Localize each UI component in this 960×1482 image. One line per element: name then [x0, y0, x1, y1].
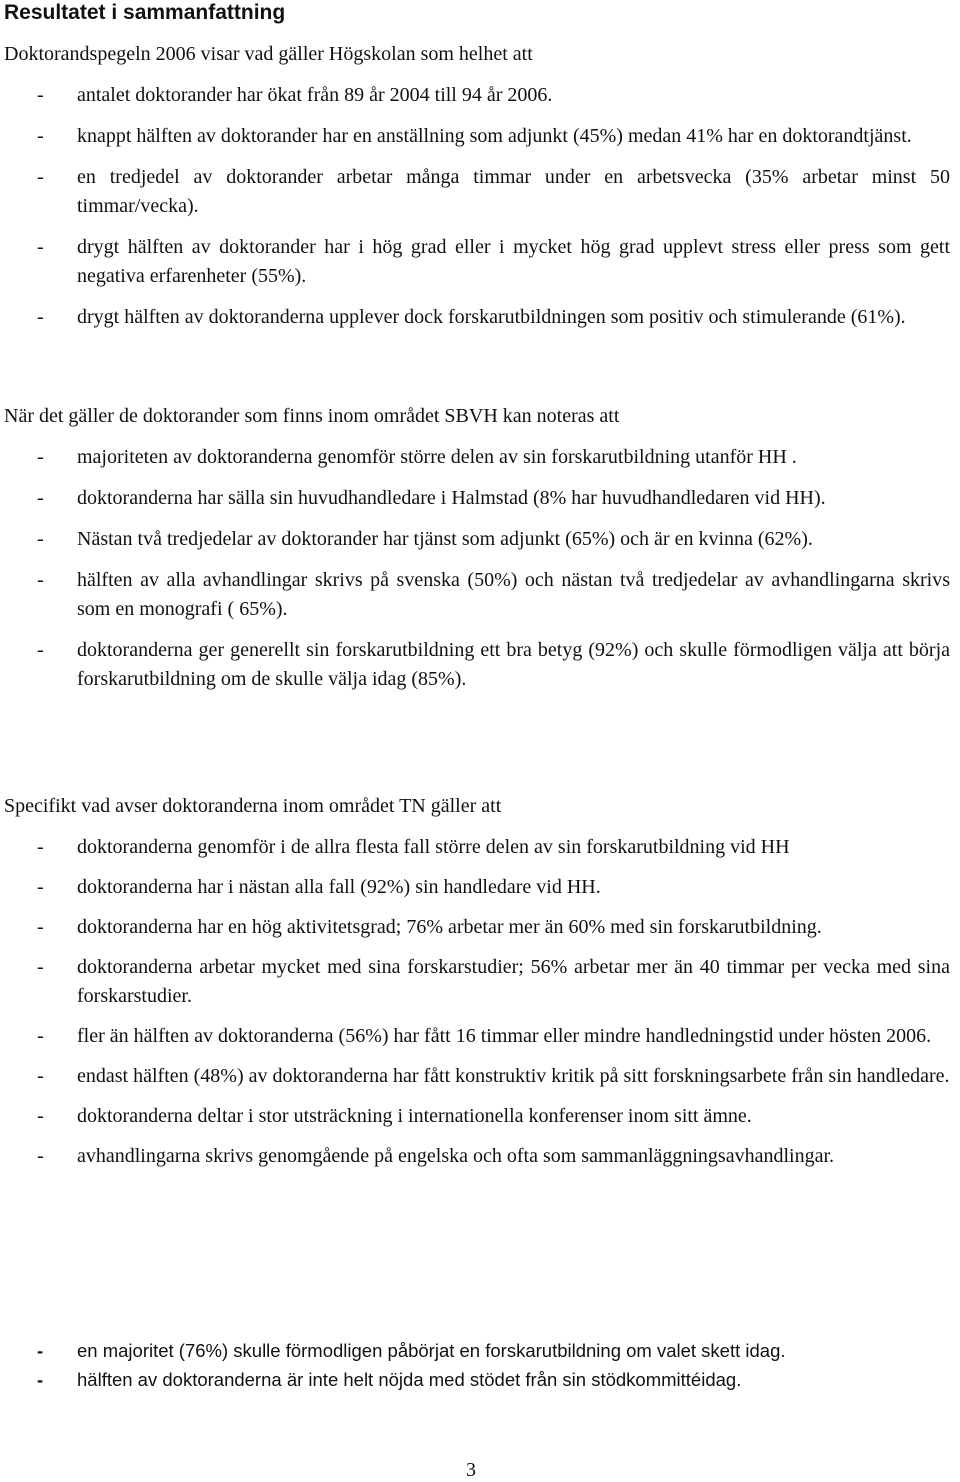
bullet-list-helhet [0, 81, 960, 332]
list-item-text: doktoranderna har en hög aktivitetsgrad; 76% arbetar mer än 60% med sin forskarutbildning. [77, 916, 822, 938]
list-item [0, 636, 960, 694]
bullet-dash: - [37, 166, 44, 188]
list-item-text: doktoranderna ger generellt sin forskarutbildning ett bra betyg (92%) och skulle förmodligen välja att börja forskarutbildning om de skulle välja idag (85%). [77, 639, 950, 690]
list-item [0, 953, 960, 1011]
list-item [0, 81, 960, 110]
list-item-text: doktoranderna genomför i de allra flesta fall större delen av sin forskarutbildning vid HH [77, 836, 790, 858]
list-item-text: en majoritet (76%) skulle förmodligen påbörjat en forskarutbildning om valet skett idag. [77, 1340, 786, 1361]
list-item-text: majoriteten av doktoranderna genomför större delen av sin forskarutbildning utanför HH . [77, 446, 797, 468]
bullet-dash: - [37, 916, 44, 938]
list-item [0, 1062, 960, 1091]
list-item [0, 163, 960, 221]
list-item-text: knappt hälften av doktorander har en anställning som adjunkt (45%) medan 41% har en doktorandtjänst. [77, 125, 912, 147]
bullet-dash: - [37, 1105, 44, 1127]
list-item [0, 484, 960, 513]
bullet-dash: - [37, 1145, 44, 1167]
section-intro-helhet: Doktorandspegeln 2006 visar vad gäller Högskolan som helhet att [4, 43, 533, 65]
bullet-dash: - [37, 125, 44, 147]
list-item-text: antalet doktorander har ökat från 89 år 2004 till 94 år 2006. [77, 84, 553, 106]
list-item-text: hälften av doktoranderna är inte helt nöjda med stödet från sin stödkommittéidag. [77, 1369, 742, 1390]
list-item [0, 873, 960, 902]
list-item [0, 303, 960, 332]
page-title: Resultatet i sammanfattning [4, 1, 286, 24]
list-item-text: en tredjedel av doktorander arbetar många timmar under en arbetsvecka (35% arbetar minst 50 timmar/vecka). [77, 166, 950, 217]
list-item [0, 122, 960, 151]
list-item-text: drygt hälften av doktoranderna upplever dock forskarutbildningen som positiv och stimulerande (61%). [77, 306, 906, 328]
list-item-text: fler än hälften av doktoranderna (56%) har fått 16 timmar eller mindre handledningstid under hösten 2006. [77, 1025, 932, 1047]
list-item [0, 1365, 960, 1394]
bullet-list-tn-extra [0, 1336, 960, 1394]
bullet-dash: - [37, 84, 44, 106]
bullet-dash: - [37, 487, 44, 509]
bullet-dash: - [37, 1369, 44, 1390]
list-item-text: drygt hälften av doktorander har i hög grad eller i mycket hög grad upplevt stress eller press som gett negativa erfarenheter (55%). [77, 236, 950, 287]
list-item [0, 566, 960, 624]
list-item-text: avhandlingarna skrivs genomgående på engelska och ofta som sammanläggningsavhandlingar. [77, 1145, 835, 1167]
section-intro-sbvh: När det gäller de doktorander som finns inom området SBVH kan noteras att [4, 405, 620, 427]
bullet-list-tn [0, 833, 960, 1171]
list-item-text: doktoranderna har sälla sin huvudhandledare i Halmstad (8% har huvudhandledaren vid HH). [77, 487, 826, 509]
list-item-text: doktoranderna har i nästan alla fall (92%) sin handledare vid HH. [77, 876, 601, 898]
list-item-text: Nästan två tredjedelar av doktorander har tjänst som adjunkt (65%) och är en kvinna (62%). [77, 528, 813, 550]
list-item [0, 1142, 960, 1171]
list-item [0, 1102, 960, 1131]
list-item [0, 1022, 960, 1051]
bullet-dash: - [37, 306, 44, 328]
list-item [0, 833, 960, 862]
list-item-text: hälften av alla avhandlingar skrivs på svenska (50%) och nästan två tredjedelar av avhandlingarna skrivs som en monografi ( 65%). [77, 569, 950, 620]
bullet-dash: - [37, 569, 44, 591]
bullet-dash: - [37, 876, 44, 898]
bullet-dash: - [37, 1065, 44, 1087]
list-item-text: doktoranderna deltar i stor utsträckning i internationella konferenser inom sitt ämne. [77, 1105, 752, 1127]
list-item [0, 1336, 960, 1365]
bullet-dash: - [37, 639, 44, 661]
section-intro-tn: Specifikt vad avser doktoranderna inom området TN gäller att [4, 795, 502, 817]
bullet-list-sbvh [0, 443, 960, 694]
bullet-dash: - [37, 528, 44, 550]
list-item [0, 233, 960, 291]
list-item [0, 913, 960, 942]
bullet-dash: - [37, 1340, 44, 1361]
page-number: 3 [466, 1459, 476, 1481]
bullet-dash: - [37, 446, 44, 468]
bullet-dash: - [37, 836, 44, 858]
bullet-dash: - [37, 236, 44, 258]
list-item [0, 525, 960, 554]
bullet-dash: - [37, 956, 44, 978]
list-item-text: endast hälften (48%) av doktoranderna har fått konstruktiv kritik på sitt forskningsarbete från sin handledare. [77, 1065, 950, 1087]
bullet-dash: - [37, 1025, 44, 1047]
list-item [0, 443, 960, 472]
list-item-text: doktoranderna arbetar mycket med sina forskarstudier; 56% arbetar mer än 40 timmar per vecka med sina forskarstudier. [77, 956, 950, 1007]
